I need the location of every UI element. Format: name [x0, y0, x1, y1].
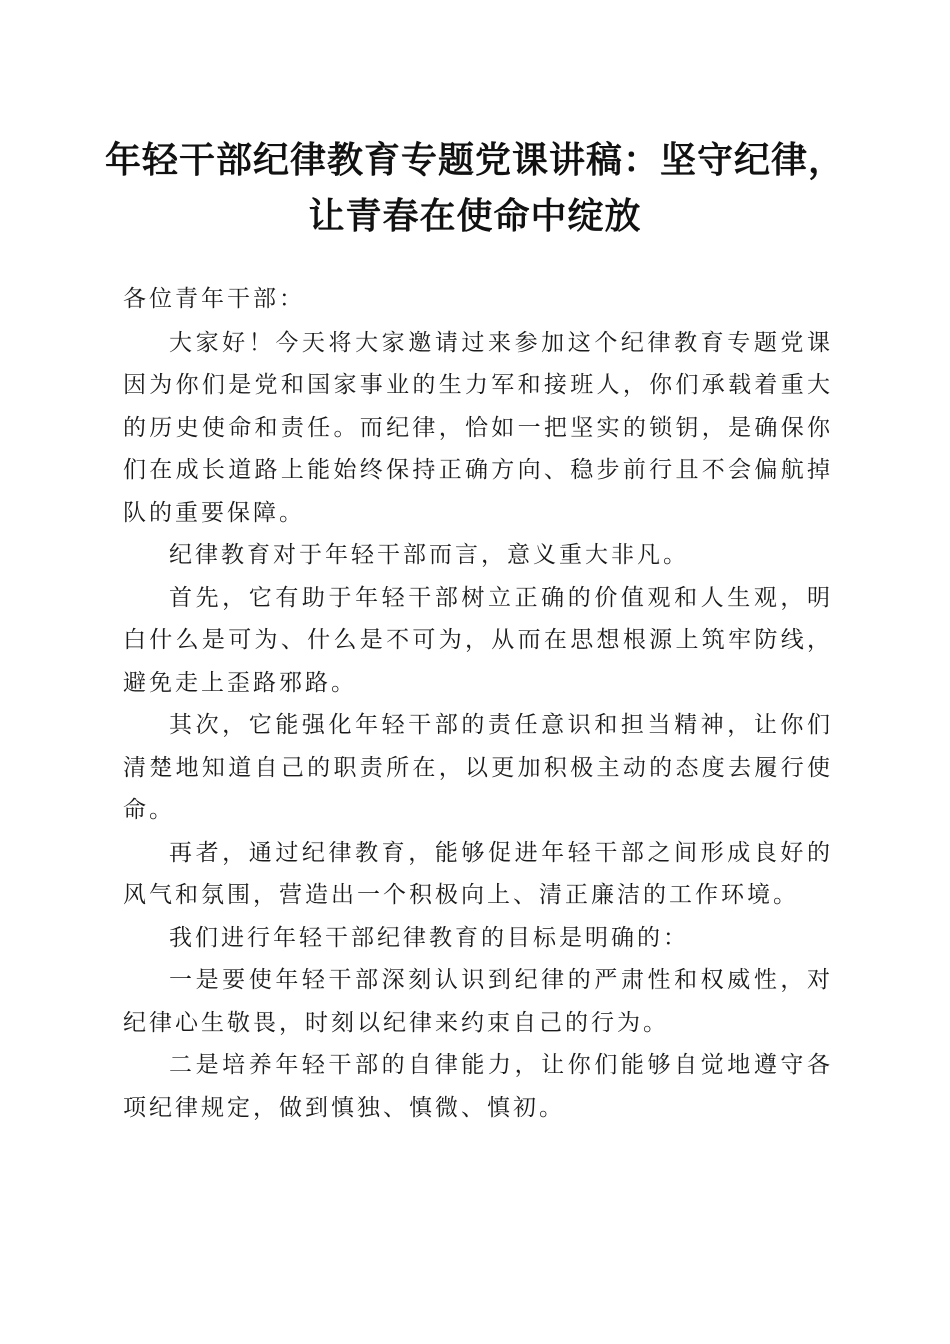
paragraph-goal-two: 二是培养年轻干部的自律能力，让你们能够自觉地遵守各项纪律规定，做到慎独、慎微、慎初。 — [123, 1052, 833, 1121]
document-body — [123, 278, 833, 1129]
title-line-1: 年轻干部纪律教育专题党课讲稿：坚守纪律， — [104, 139, 845, 181]
paragraph-third: 再者，通过纪律教育，能够促进年轻干部之间形成良好的风气和氛围，营造出一个积极向上、清正廉洁的工作环境。 — [123, 839, 833, 908]
document-title — [0, 132, 950, 244]
paragraph-goals-intro: 我们进行年轻干部纪律教育的目标是明确的： — [169, 924, 689, 951]
paragraph-first: 首先，它有助于年轻干部树立正确的价值观和人生观，明白什么是可为、什么是不可为，从而在思想根源上筑牢防线，避免走上歪路邪路。 — [123, 584, 833, 696]
paragraph-goal-one: 一是要使年轻干部深刻认识到纪律的严肃性和权威性，对纪律心生敬畏，时刻以纪律来约束自己的行为。 — [123, 967, 833, 1036]
paragraph-second: 其次，它能强化年轻干部的责任意识和担当精神，让你们清楚地知道自己的职责所在，以更加积极主动的态度去履行使命。 — [123, 712, 833, 823]
title-line-2: 让青春在使命中绽放 — [308, 195, 642, 237]
salutation: 各位青年干部： — [123, 286, 305, 312]
paragraph-opening: 大家好！今天将大家邀请过来参加这个纪律教育专题党课因为你们是党和国家事业的生力军和接班人，你们承载着重大的历史使命和责任。而纪律，恰如一把坚实的锁钥，是确保你们在成长道路上能始终保持正确方向、稳步前行且不会偏航掉队的重要保障。 — [123, 329, 833, 526]
paragraph-significance: 纪律教育对于年轻干部而言，意义重大非凡。 — [169, 542, 689, 568]
